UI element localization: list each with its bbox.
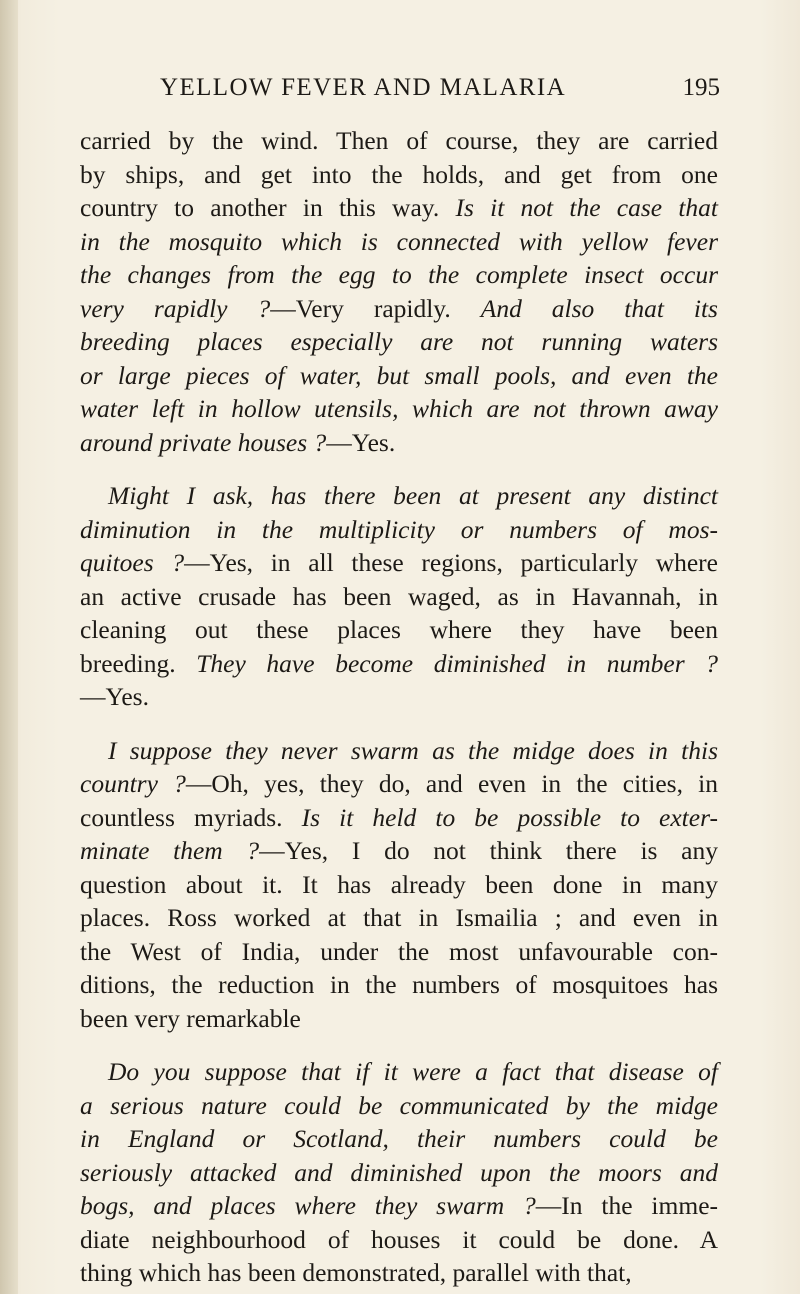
text-line xyxy=(80,513,718,547)
text-line xyxy=(80,680,718,714)
text-line xyxy=(80,734,718,768)
italic-span: the changes from the egg to the complete insect occur xyxy=(80,260,718,289)
paragraph xyxy=(80,734,718,1036)
italic-span: diminution in the multiplicity or numbers of mos- xyxy=(80,514,718,544)
italic-span: Is it held to be possible to exter- xyxy=(301,802,718,832)
roman-span: countless myriads. xyxy=(80,802,302,832)
roman-span: —Yes. xyxy=(80,682,149,711)
roman-span: —In the imme- xyxy=(535,1191,718,1220)
roman-span: thing which has been demonstrated, parallel with that, xyxy=(80,1258,632,1287)
roman-span: country to another in this way. xyxy=(80,193,456,222)
roman-span: diate neighbourhood of houses it could be done. A xyxy=(80,1224,718,1254)
text-line xyxy=(80,580,718,614)
text-line xyxy=(80,392,718,426)
text-line xyxy=(80,647,718,681)
binding-edge xyxy=(0,0,18,1294)
italic-span: a serious nature could be communicated by the midge xyxy=(80,1090,718,1120)
italic-span: breeding places especially are not running waters xyxy=(80,327,718,356)
italic-span: or large pieces of water, but small pools, and even the xyxy=(80,360,718,390)
text-line xyxy=(80,834,718,868)
text-line xyxy=(80,546,718,580)
roman-span: ditions, the reduction in the numbers of mosquitoes has xyxy=(80,970,718,999)
body-text xyxy=(80,124,718,1294)
roman-span: places. Ross worked at that in Ismailia ; and even in xyxy=(80,903,718,932)
italic-span: country ? xyxy=(80,769,186,798)
text-line xyxy=(80,767,718,801)
roman-span: carried by the wind. Then of course, they are carried xyxy=(80,126,718,155)
italic-span: quitoes ? xyxy=(80,548,185,577)
italic-span: Is it not the case that xyxy=(455,193,718,222)
italic-span: And also that its xyxy=(480,293,718,323)
text-line xyxy=(80,325,718,359)
text-line xyxy=(80,258,718,292)
running-title: YELLOW FEVER AND MALARIA xyxy=(160,74,567,101)
italic-span: minate them ? xyxy=(80,836,260,865)
text-line xyxy=(80,868,718,902)
italic-span: Do you suppose that if it were a fact that disease of xyxy=(108,1057,718,1086)
text-line xyxy=(80,1002,718,1036)
roman-span: an active crusade has been waged, as in Havannah, in xyxy=(80,581,718,611)
italic-span: They have become diminished in number ? xyxy=(196,648,719,678)
italic-span: Might I ask, has there been at present any distinct xyxy=(108,481,718,510)
text-line xyxy=(80,613,718,647)
text-line xyxy=(80,1055,718,1089)
text-line xyxy=(80,1089,718,1123)
roman-span: cleaning out these places where they have been xyxy=(80,615,718,644)
italic-span: around private houses ? xyxy=(80,427,327,457)
text-line xyxy=(80,1122,718,1156)
roman-span: breeding. xyxy=(80,648,197,678)
text-line xyxy=(80,1189,718,1223)
text-line xyxy=(80,426,718,460)
italic-span: very rapidly ? xyxy=(80,293,271,323)
text-line xyxy=(80,158,718,192)
text-line xyxy=(80,968,718,1002)
text-line xyxy=(80,191,718,225)
text-line xyxy=(80,1156,718,1190)
roman-span: been very remarkable xyxy=(80,1003,301,1033)
paragraph xyxy=(80,479,718,714)
italic-span: in the mosquito which is connected with yellow fever xyxy=(80,226,718,256)
page-header xyxy=(160,74,720,114)
text-line xyxy=(80,801,718,835)
roman-span: by ships, and get into the holds, and get from one xyxy=(80,159,718,189)
text-line xyxy=(80,901,718,935)
text-line xyxy=(80,124,718,158)
text-line xyxy=(80,479,718,513)
text-line xyxy=(80,359,718,393)
text-line xyxy=(80,225,718,259)
text-line xyxy=(80,1223,718,1257)
paragraph xyxy=(80,1055,718,1290)
text-line xyxy=(80,1256,718,1290)
page-number: 195 xyxy=(682,74,720,101)
italic-span: bogs, and places where they swarm ? xyxy=(80,1191,536,1220)
roman-span: question about it. It has already been done in many xyxy=(80,869,718,899)
paragraph xyxy=(80,124,718,459)
roman-span: —Yes, in all these regions, particularly where xyxy=(184,548,718,577)
italic-span: seriously attacked and diminished upon the moors and xyxy=(80,1157,718,1187)
roman-span: the West of India, under the most unfavourable con- xyxy=(80,936,718,966)
italic-span: I suppose they never swarm as the midge does in this xyxy=(108,735,718,765)
roman-span: —Very rapidly. xyxy=(270,293,481,323)
roman-span: —Yes, I do not think there is any xyxy=(259,836,718,865)
italic-span: in England or Scotland, their numbers could be xyxy=(80,1124,718,1153)
roman-span: —Oh, yes, they do, and even in the cities, in xyxy=(185,769,718,798)
text-line xyxy=(80,935,718,969)
italic-span: water left in hollow utensils, which are not thrown away xyxy=(80,394,718,423)
text-line xyxy=(80,292,718,326)
roman-span: —Yes. xyxy=(326,427,396,457)
